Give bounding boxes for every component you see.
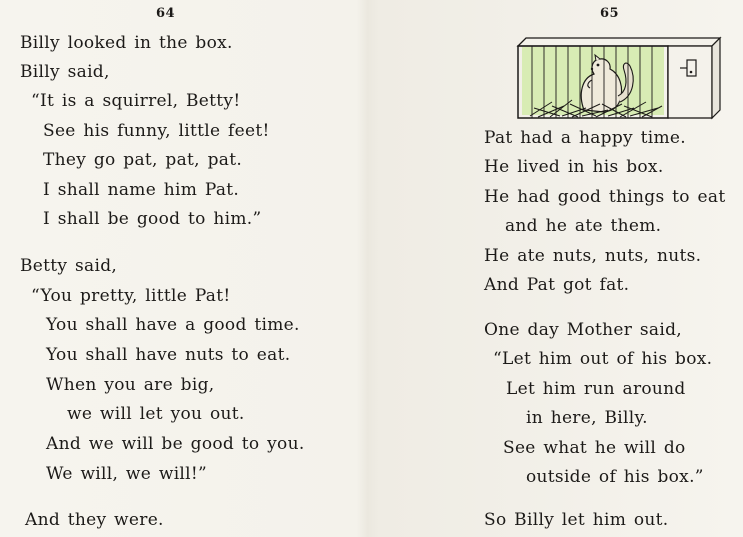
text-line: in here, Billy. xyxy=(526,408,648,428)
text-line: You shall have a good time. xyxy=(46,315,300,335)
text-line: He ate nuts, nuts, nuts. xyxy=(484,246,702,266)
text-line: I shall be good to him.” xyxy=(43,209,262,229)
text-line: We will, we will!” xyxy=(46,464,208,484)
text-line: One day Mother said, xyxy=(484,320,682,340)
text-line: Let him run around xyxy=(506,379,686,399)
left-page xyxy=(0,0,370,537)
text-line: So Billy let him out. xyxy=(484,510,669,530)
text-line: They go pat, pat, pat. xyxy=(43,150,243,170)
text-line: “It is a squirrel, Betty! xyxy=(31,91,241,111)
squirrel-in-box-illustration xyxy=(512,34,725,122)
right-page xyxy=(372,0,743,537)
text-line: Pat had a happy time. xyxy=(484,128,686,148)
text-line: Billy said, xyxy=(20,62,110,82)
text-line: Billy looked in the box. xyxy=(20,33,233,53)
text-line: See his funny, little feet! xyxy=(43,121,270,141)
text-line: and he ate them. xyxy=(505,216,662,236)
text-line: And they were. xyxy=(25,510,164,530)
text-line: And Pat got fat. xyxy=(484,275,630,295)
text-line: outside of his box.” xyxy=(526,467,704,487)
text-line: See what he will do xyxy=(503,438,686,458)
page-number: 64 xyxy=(156,6,176,21)
text-line: He lived in his box. xyxy=(484,157,664,177)
page-number: 65 xyxy=(600,6,620,21)
text-line: “Let him out of his box. xyxy=(493,349,713,369)
text-line: And we will be good to you. xyxy=(46,434,305,454)
text-line: “You pretty, little Pat! xyxy=(31,286,231,306)
text-line: You shall have nuts to eat. xyxy=(46,345,291,365)
text-line: When you are big, xyxy=(46,375,215,395)
text-line: we will let you out. xyxy=(67,404,245,424)
text-line: He had good things to eat xyxy=(484,187,726,207)
text-line: I shall name him Pat. xyxy=(43,180,240,200)
text-line: Betty said, xyxy=(20,256,118,276)
